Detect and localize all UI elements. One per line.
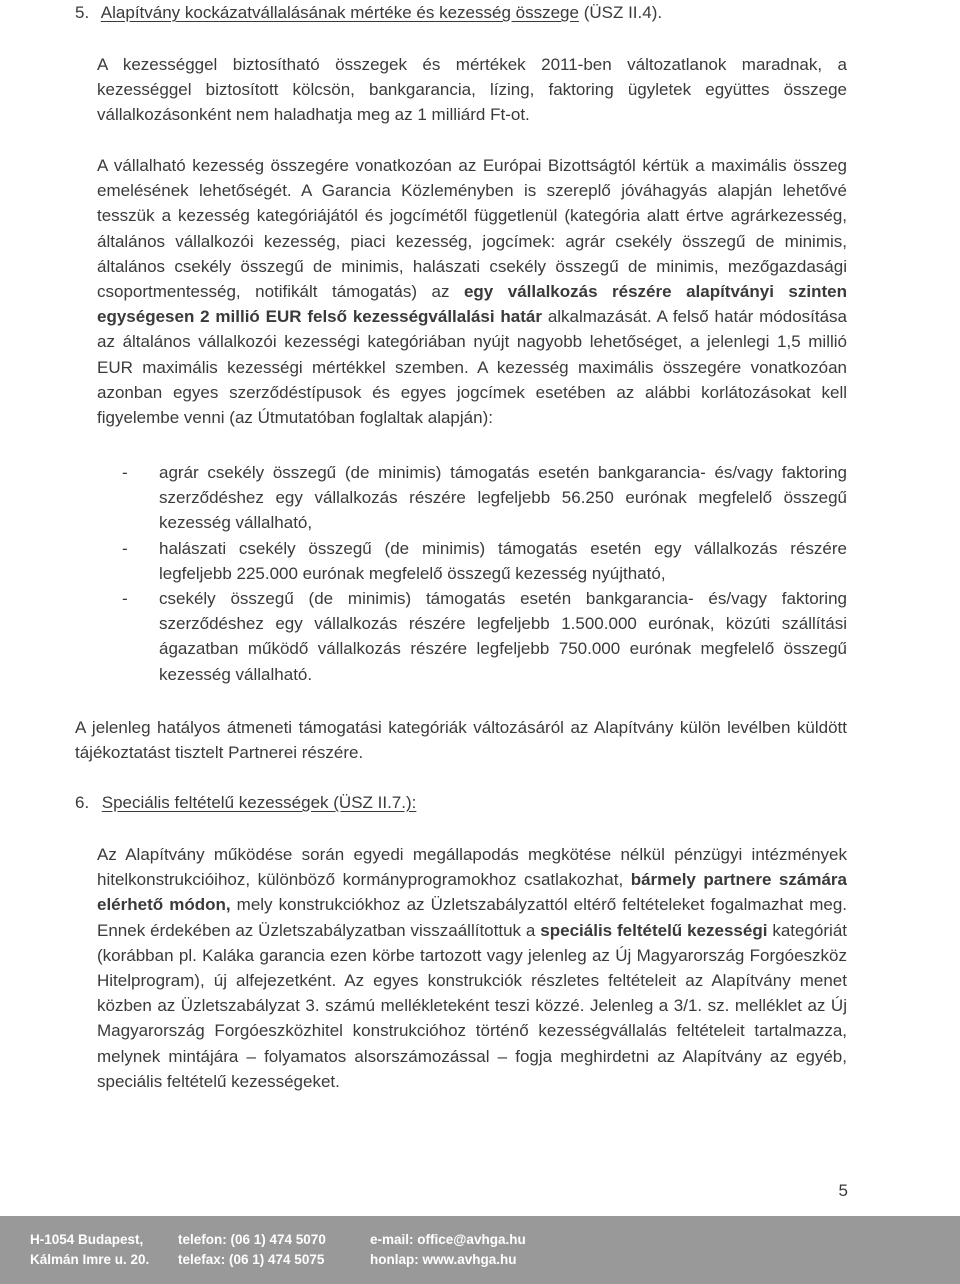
dash-marker: - bbox=[122, 463, 128, 482]
section-6-paragraph bbox=[97, 842, 847, 1094]
limitation-list bbox=[97, 460, 847, 687]
section-6-number: 6. bbox=[75, 793, 90, 812]
footer bbox=[0, 1216, 960, 1284]
paragraph-2-text-b: alkalmazását. A felső határ módosítása az általános vállalkozói kezességi kategóriában nyújt nagyobb lehetőséget, a jelenlegi 1,5 millió EUR maximális kezességi mértékkel szemben. A kezesség maximális összegére vonatkozóan azonban egyes szerződéstípusok és egyes jogcímek esetében az alábbi korlátozásokat kell figyelembe venni (az Útmutatóban foglaltak alapján): bbox=[97, 307, 847, 428]
list-item-text: agrár csekély összegű (de minimis) támogatás esetén bankgarancia- és/vagy faktoring szerződéshez egy vállalkozás részére legfeljebb 56.250 eurónak megfelelő összegű kezesség vállalható, bbox=[159, 463, 847, 533]
section-6-bold-2: speciális feltételű kezességi bbox=[540, 920, 768, 940]
section-5-number: 5. bbox=[75, 3, 90, 22]
footer-address-line-1: H-1054 Budapest, bbox=[30, 1232, 144, 1247]
page-number: 5 bbox=[838, 1181, 848, 1200]
paragraph-2-bold-limit: egy vállalkozás részére alapítványi szinten egységesen 2 millió EUR felső kezességvállalási határ bbox=[97, 282, 847, 327]
footer-website[interactable]: honlap: www.avhga.hu bbox=[370, 1252, 517, 1267]
footer-phone: telefon: (06 1) 474 5070 bbox=[178, 1232, 326, 1247]
list-item bbox=[97, 536, 847, 586]
section-6-bold-1: bármely partnere számára elérhető módon, bbox=[97, 870, 847, 915]
section-6-heading bbox=[75, 791, 416, 815]
section-6-title: Speciális feltételű kezességek (ÜSZ II.7.): bbox=[101, 793, 417, 812]
list-item bbox=[97, 460, 847, 536]
section-5-paragraph-1: A kezességgel biztosítható összegek és mértékek 2011-ben változatlanok maradnak, a kezességgel biztosított kölcsön, bankgarancia, lízing, faktoring ügyletek együttes összege vállalkozásonként nem haladhatja meg az 1 milliárd Ft-ot. bbox=[97, 55, 847, 125]
dash-marker: - bbox=[122, 538, 128, 558]
footer-address bbox=[30, 1230, 149, 1270]
section-5-paragraph-3: A jelenleg hatályos átmeneti támogatási kategóriák változásáról az Alapítvány külön levélben küldött tájékoztatást tisztelt Partnerei részére. bbox=[75, 718, 847, 763]
section-5-title: Alapítvány kockázatvállalásának mértéke és kezesség összege bbox=[100, 3, 579, 22]
section-5-ref: (ÜSZ II.4). bbox=[583, 3, 663, 22]
section-6-text-c: kategóriát (korábban pl. Kaláka garancia ezen körbe tartozott vagy jelenleg az Új Magyarország Forgóeszköz Hitelprogram), új alfejezetként. Az egyes konstrukciók részletes feltételeit az Alapítvány menet közben az Üzletszabályzat 3. számú mellékleteként teszi közzé. Jelenleg a 3/1. sz. melléklet az Új Magyarország Forgóeszközhitel konstrukcióhoz történő kezességvállalás feltételeit tartalmazza, melynek mintájára – folyamatos alsorszámozással – fogja meghirdetni az Alapítvány az egyéb, speciális feltételű kezességeket. bbox=[97, 920, 848, 1091]
section-6-text-a: Az Alapítvány működése során egyedi megállapodás megkötése nélkül pénzügyi intézmények hitelkonstrukcióihoz, különböző kormányprogramokhoz csatlakozhat, bbox=[97, 845, 847, 890]
list-item-text: halászati csekély összegű (de minimis) támogatás esetén egy vállalkozás részére legfeljebb 225.000 eurónak megfelelő összegű kezesség nyújtható, bbox=[159, 538, 847, 583]
section-5-paragraph-2 bbox=[97, 153, 847, 430]
footer-phone-fax bbox=[178, 1230, 326, 1270]
footer-email[interactable]: e-mail: office@avhga.hu bbox=[370, 1232, 526, 1247]
list-item-text: csekély összegű (de minimis) támogatás esetén bankgarancia- és/vagy faktoring szerződéshez egy vállalkozás részére legfeljebb 1.500.000 eurónak, közúti szállítási ágazatban működő vállalkozás részére legfeljebb 750.000 eurónak megfelelő összegű kezesség vállalható. bbox=[159, 589, 847, 684]
footer-fax: telefax: (06 1) 474 5075 bbox=[178, 1252, 325, 1267]
footer-contact bbox=[370, 1230, 526, 1270]
paragraph-2-text-a: A vállalható kezesség összegére vonatkozóan az Európai Bizottságtól kértük a maximális összeg emelésének lehetőségét. A Garancia Közleményben is szereplő jóváhagyás alapján lehetővé tesszük a kezesség kategóriájától és jogcímétől függetlenül (kategória alatt értve agrárkezesség, általános vállalkozói kezesség, piaci kezesség, jogcímek: agrár csekély összegű de minimis, általános csekély összegű de minimis, halászati csekély összegű de minimis, mezőgazdasági csoportmentesség, notifikált támogatás) az bbox=[97, 156, 847, 302]
footer-address-line-2: Kálmán Imre u. 20. bbox=[30, 1252, 150, 1267]
dash-marker: - bbox=[122, 589, 128, 609]
section-6-text-b: mely konstrukciókhoz az Üzletszabályzattól eltérő feltételeket fogalmazhat meg. Ennek érdekében az Üzletszabályzatban visszaállítottuk a bbox=[97, 895, 848, 940]
section-5-heading bbox=[75, 1, 662, 25]
list-item bbox=[97, 586, 847, 687]
